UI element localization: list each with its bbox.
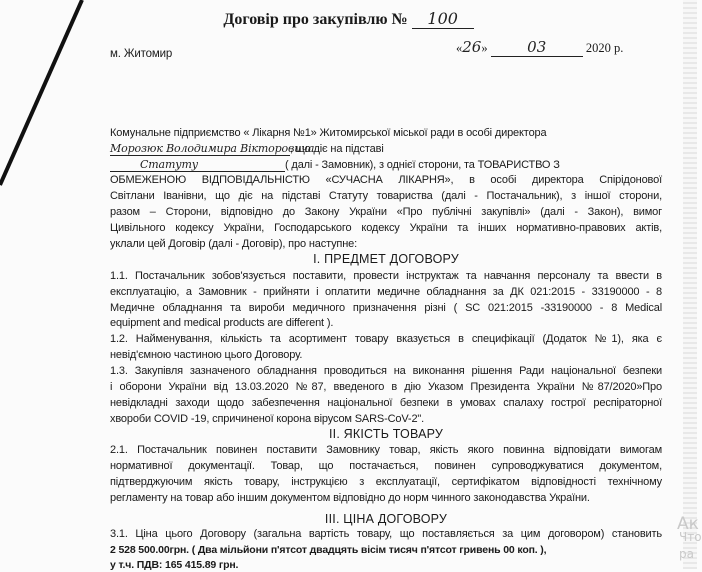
section-heading: ІІІ. ЦІНА ДОГОВОРУ [324,512,448,526]
contract-date: «26» 03 2020 р. [456,38,624,56]
section-heading: І. ПРЕДМЕТ ДОГОВОРУ [313,252,459,266]
document-title: Договір про закупівлю № 100 [0,9,697,29]
basis-handwritten: Статуту [110,158,285,172]
contract-number: 100 [412,9,474,29]
section-heading: ІІ. ЯКІСТЬ ТОВАРУ [328,427,444,441]
director-handwritten: Морозюк Володимира Вікторовича [110,142,315,155]
date-month: 03 [491,38,583,57]
city: м. Житомир [110,48,173,60]
date-year: 2020 р. [585,41,624,55]
date-day: 26 [462,38,482,56]
scan-edge [683,0,697,569]
